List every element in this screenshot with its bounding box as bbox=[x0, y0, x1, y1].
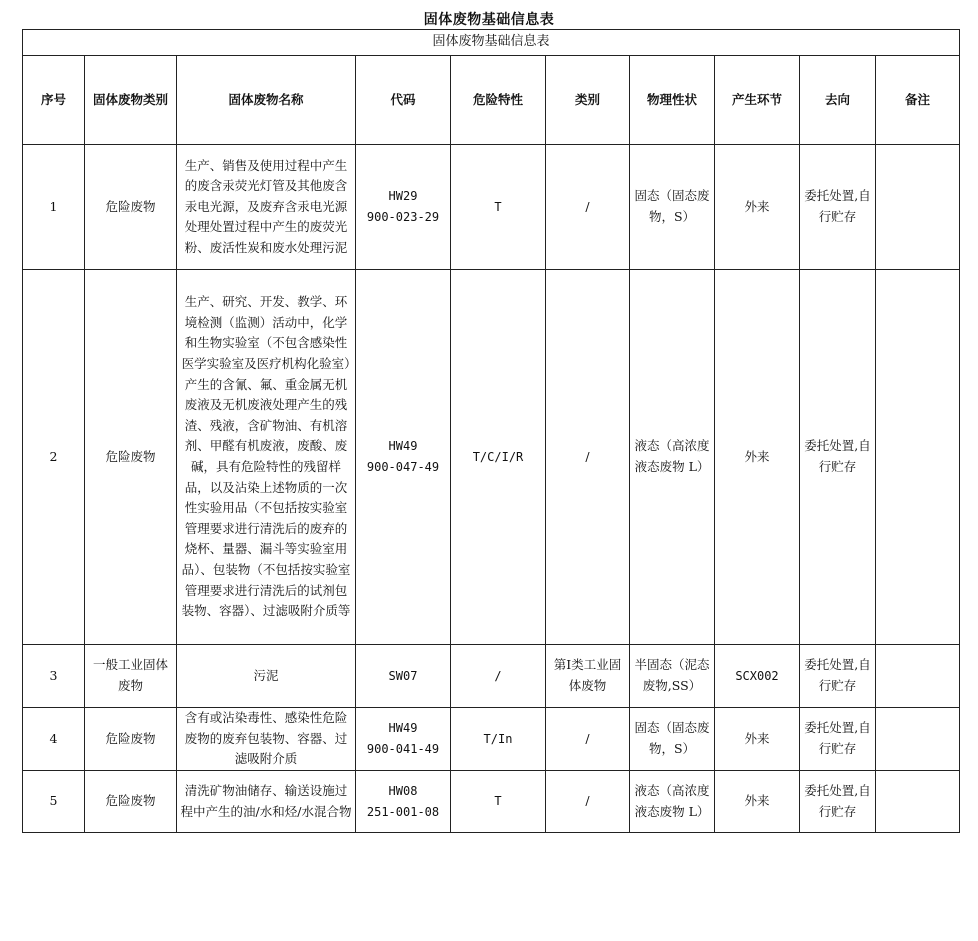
cell-physical: 半固态（泥态废物,SS） bbox=[630, 645, 715, 708]
cell-code bbox=[356, 708, 451, 771]
cell-type: / bbox=[546, 708, 630, 771]
cell-no: 3 bbox=[23, 645, 85, 708]
table-row bbox=[23, 645, 960, 708]
cell-type: / bbox=[546, 145, 630, 270]
cell-code bbox=[356, 645, 451, 708]
code-class: SW07 bbox=[388, 668, 418, 683]
header-no: 序号 bbox=[23, 56, 85, 145]
cell-remark bbox=[876, 270, 960, 645]
cell-category: 危险废物 bbox=[85, 145, 177, 270]
table-row bbox=[23, 771, 960, 833]
header-category: 固体废物类别 bbox=[85, 56, 177, 145]
code-number: 251-001-08 bbox=[366, 804, 440, 819]
code-class: HW08 bbox=[388, 783, 418, 798]
cell-physical: 固态（固态废物，S） bbox=[630, 145, 715, 270]
table-row bbox=[23, 145, 960, 270]
code-number: 900-047-49 bbox=[366, 460, 440, 474]
cell-code bbox=[356, 145, 451, 270]
cell-hazard: / bbox=[451, 645, 546, 708]
table-row bbox=[23, 708, 960, 771]
cell-destination: 委托处置,自行贮存 bbox=[800, 145, 876, 270]
header-destination: 去向 bbox=[800, 56, 876, 145]
code-class: HW49 bbox=[388, 721, 418, 736]
cell-remark bbox=[876, 708, 960, 771]
cell-physical: 固态（固态废物，S） bbox=[630, 708, 715, 771]
cell-destination: 委托处置,自行贮存 bbox=[800, 708, 876, 771]
cell-no: 5 bbox=[23, 771, 85, 833]
cell-stage: 外来 bbox=[715, 771, 800, 833]
cell-stage: 外来 bbox=[715, 145, 800, 270]
cell-hazard: T/In bbox=[451, 708, 546, 771]
cell-code bbox=[356, 771, 451, 833]
cell-category: 一般工业固体废物 bbox=[85, 645, 177, 708]
header-stage: 产生环节 bbox=[715, 56, 800, 145]
cell-hazard: T bbox=[451, 145, 546, 270]
cell-remark bbox=[876, 145, 960, 270]
cell-category: 危险废物 bbox=[85, 270, 177, 645]
cell-code bbox=[356, 270, 451, 645]
header-type: 类别 bbox=[546, 56, 630, 145]
header-physical: 物理性状 bbox=[630, 56, 715, 145]
cell-category: 危险废物 bbox=[85, 771, 177, 833]
header-code: 代码 bbox=[356, 56, 451, 145]
document-title: 固体废物基础信息表 bbox=[423, 12, 555, 28]
cell-name: 含有或沾染毒性、感染性危险废物的废弃包装物、容器、过滤吸附介质 bbox=[177, 708, 356, 771]
cell-remark bbox=[876, 645, 960, 708]
code-number: 900-023-29 bbox=[366, 210, 440, 224]
cell-type: 第Ⅰ类工业固体废物 bbox=[546, 645, 630, 708]
cell-type: / bbox=[546, 270, 630, 645]
cell-destination: 委托处置,自行贮存 bbox=[800, 270, 876, 645]
cell-destination: 委托处置,自行贮存 bbox=[800, 645, 876, 708]
cell-no: 1 bbox=[23, 145, 85, 270]
code-class: HW29 bbox=[388, 189, 418, 204]
header-remark: 备注 bbox=[876, 56, 960, 145]
table-caption: 固体废物基础信息表 bbox=[23, 30, 960, 56]
cell-name: 生产、研究、开发、教学、环境检测（监测）活动中，化学和生物实验室（不包含感染性医学实验室及医疗机构化验室）产生的含氰、氟、重金属无机废液及无机废液处理产生的残渣、残液，含矿物油、有机溶剂、甲醛有机废液，废酸、废碱，具有危险特性的残留样品，以及沾染上述物质的一次性实验用品（不包括按实验室管理要求进行清洗后的废弃的烧杯、量器、漏斗等实验室用品）、包装物（不包括按实验室管理要求进行清洗后的试剂包装物、容器）、过滤吸附介质等 bbox=[177, 270, 356, 645]
cell-remark bbox=[876, 771, 960, 833]
cell-hazard: T bbox=[451, 771, 546, 833]
cell-hazard: T/C/I/R bbox=[451, 270, 546, 645]
header-row bbox=[23, 56, 960, 145]
cell-stage: SCX002 bbox=[715, 645, 800, 708]
cell-name: 生产、销售及使用过程中产生的废含汞荧光灯管及其他废含汞电光源，及废弃含汞电光源处理处置过程中产生的废荧光粉、废活性炭和废水处理污泥 bbox=[177, 145, 356, 270]
header-hazard: 危险特性 bbox=[451, 56, 546, 145]
table-row bbox=[23, 270, 960, 645]
code-number: 900-041-49 bbox=[366, 742, 440, 756]
cell-type: / bbox=[546, 771, 630, 833]
header-name: 固体废物名称 bbox=[177, 56, 356, 145]
cell-no: 2 bbox=[23, 270, 85, 645]
cell-category: 危险废物 bbox=[85, 708, 177, 771]
code-class: HW49 bbox=[388, 439, 418, 454]
cell-name: 污泥 bbox=[177, 645, 356, 708]
cell-destination: 委托处置,自行贮存 bbox=[800, 771, 876, 833]
solid-waste-table bbox=[22, 29, 960, 833]
cell-no: 4 bbox=[23, 708, 85, 771]
cell-physical: 液态（高浓度液态废物 L） bbox=[630, 771, 715, 833]
cell-name: 清洗矿物油储存、输送设施过程中产生的油/水和烃/水混合物 bbox=[177, 771, 356, 833]
cell-stage: 外来 bbox=[715, 708, 800, 771]
cell-stage: 外来 bbox=[715, 270, 800, 645]
cell-physical: 液态（高浓度液态废物 L） bbox=[630, 270, 715, 645]
